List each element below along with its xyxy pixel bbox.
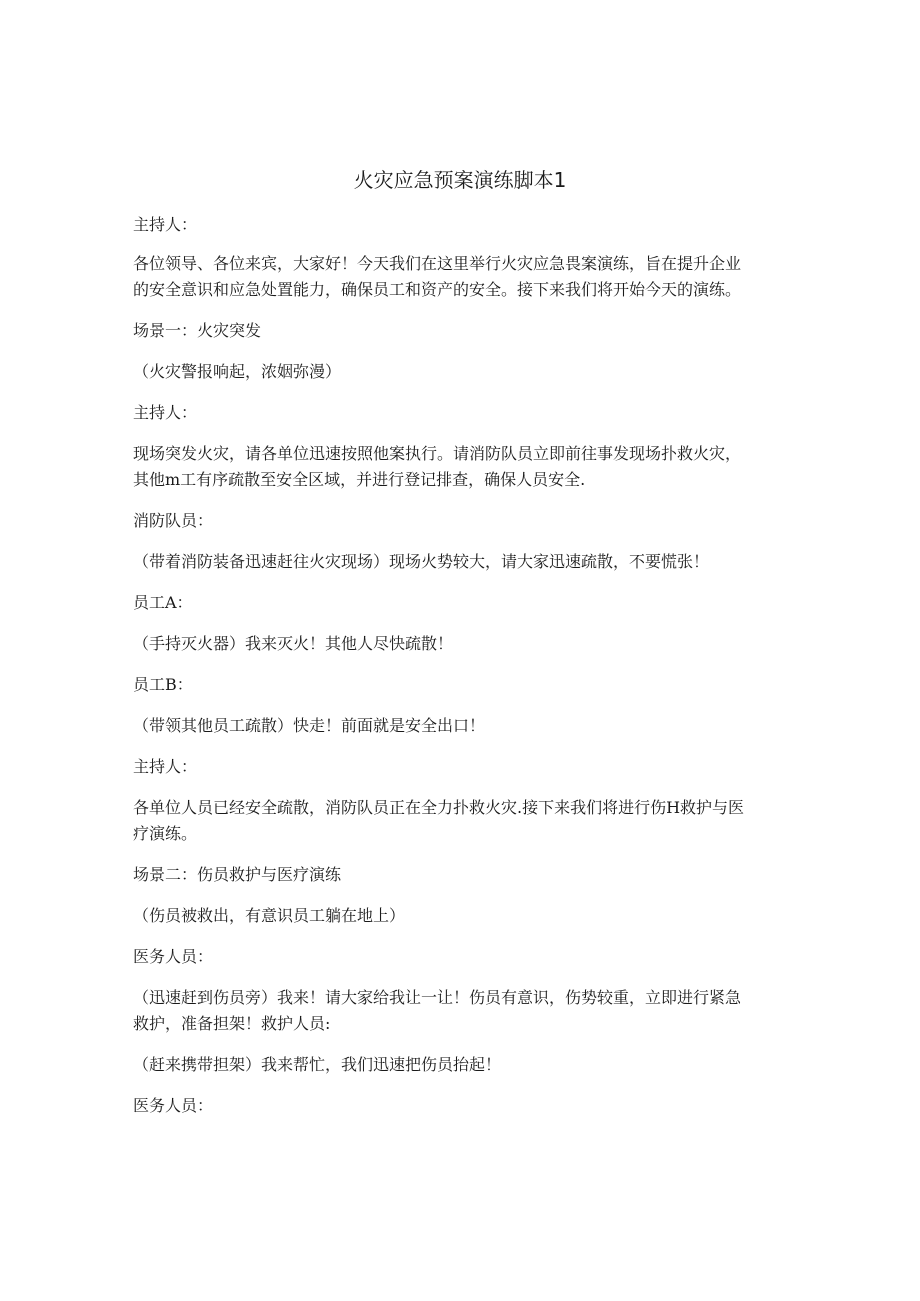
paragraph: 消防队员： bbox=[133, 511, 214, 530]
paragraph: （伤员被救出，有意识员工躺在地上） bbox=[133, 906, 406, 925]
paragraph: 医务人员： bbox=[133, 947, 214, 966]
paragraph: 现场突发火灾，请各单位迅速按照他案执行。请消防队员立即前往事发现场扑救火灾， 其他m工有序疏散至安全区域，并进行登记排查，确保人员安全. bbox=[133, 444, 742, 489]
paragraph: （带着消防装备迅速赶往火灾现场）现场火势较大，请大家迅速疏散，不要慌张！ bbox=[133, 552, 710, 571]
paragraph: 主持人： bbox=[133, 215, 198, 234]
paragraph: （火灾警报响起，浓姻弥漫） bbox=[133, 362, 342, 381]
paragraph: （带领其他员工疏散）快走！前面就是安全出口！ bbox=[133, 716, 486, 735]
paragraph: 各位领导、各位来宾，大家好！今天我们在这里举行火灾应急畏案演练，旨在提升企业 的安全意识和应急处置能力，确保员工和资产的安全。接下来我们将开始今天的演练。 bbox=[133, 254, 742, 299]
paragraph: 医务人员： bbox=[133, 1096, 214, 1115]
paragraph: 员工A： bbox=[133, 593, 193, 612]
document-body bbox=[133, 212, 793, 1119]
paragraph: （迅速赶到伤员旁）我来！请大家给我让一让！伤员有意识，伤势较重，立即进行紧急 救护，准备担架！救护人员: bbox=[133, 988, 742, 1033]
paragraph: （手持灭火器）我来灭火！其他人尽快疏散！ bbox=[133, 634, 454, 653]
paragraph: 主持人： bbox=[133, 757, 198, 776]
paragraph: 员工B： bbox=[133, 675, 193, 694]
paragraph: 各单位人员已经安全疏散，消防队员正在全力扑救火灾.接下来我们将进行伤H救护与医 疗演练。 bbox=[133, 798, 745, 843]
paragraph: 主持人： bbox=[133, 403, 198, 422]
paragraph: 场景一：火灾突发 bbox=[133, 321, 262, 340]
document-title: 火灾应急预案演练脚本1 bbox=[353, 168, 567, 192]
paragraph: 场景二：伤员救护与医疗演练 bbox=[133, 865, 342, 884]
paragraph: （赶来携带担架）我来帮忙，我们迅速把伤员抬起！ bbox=[133, 1055, 502, 1074]
